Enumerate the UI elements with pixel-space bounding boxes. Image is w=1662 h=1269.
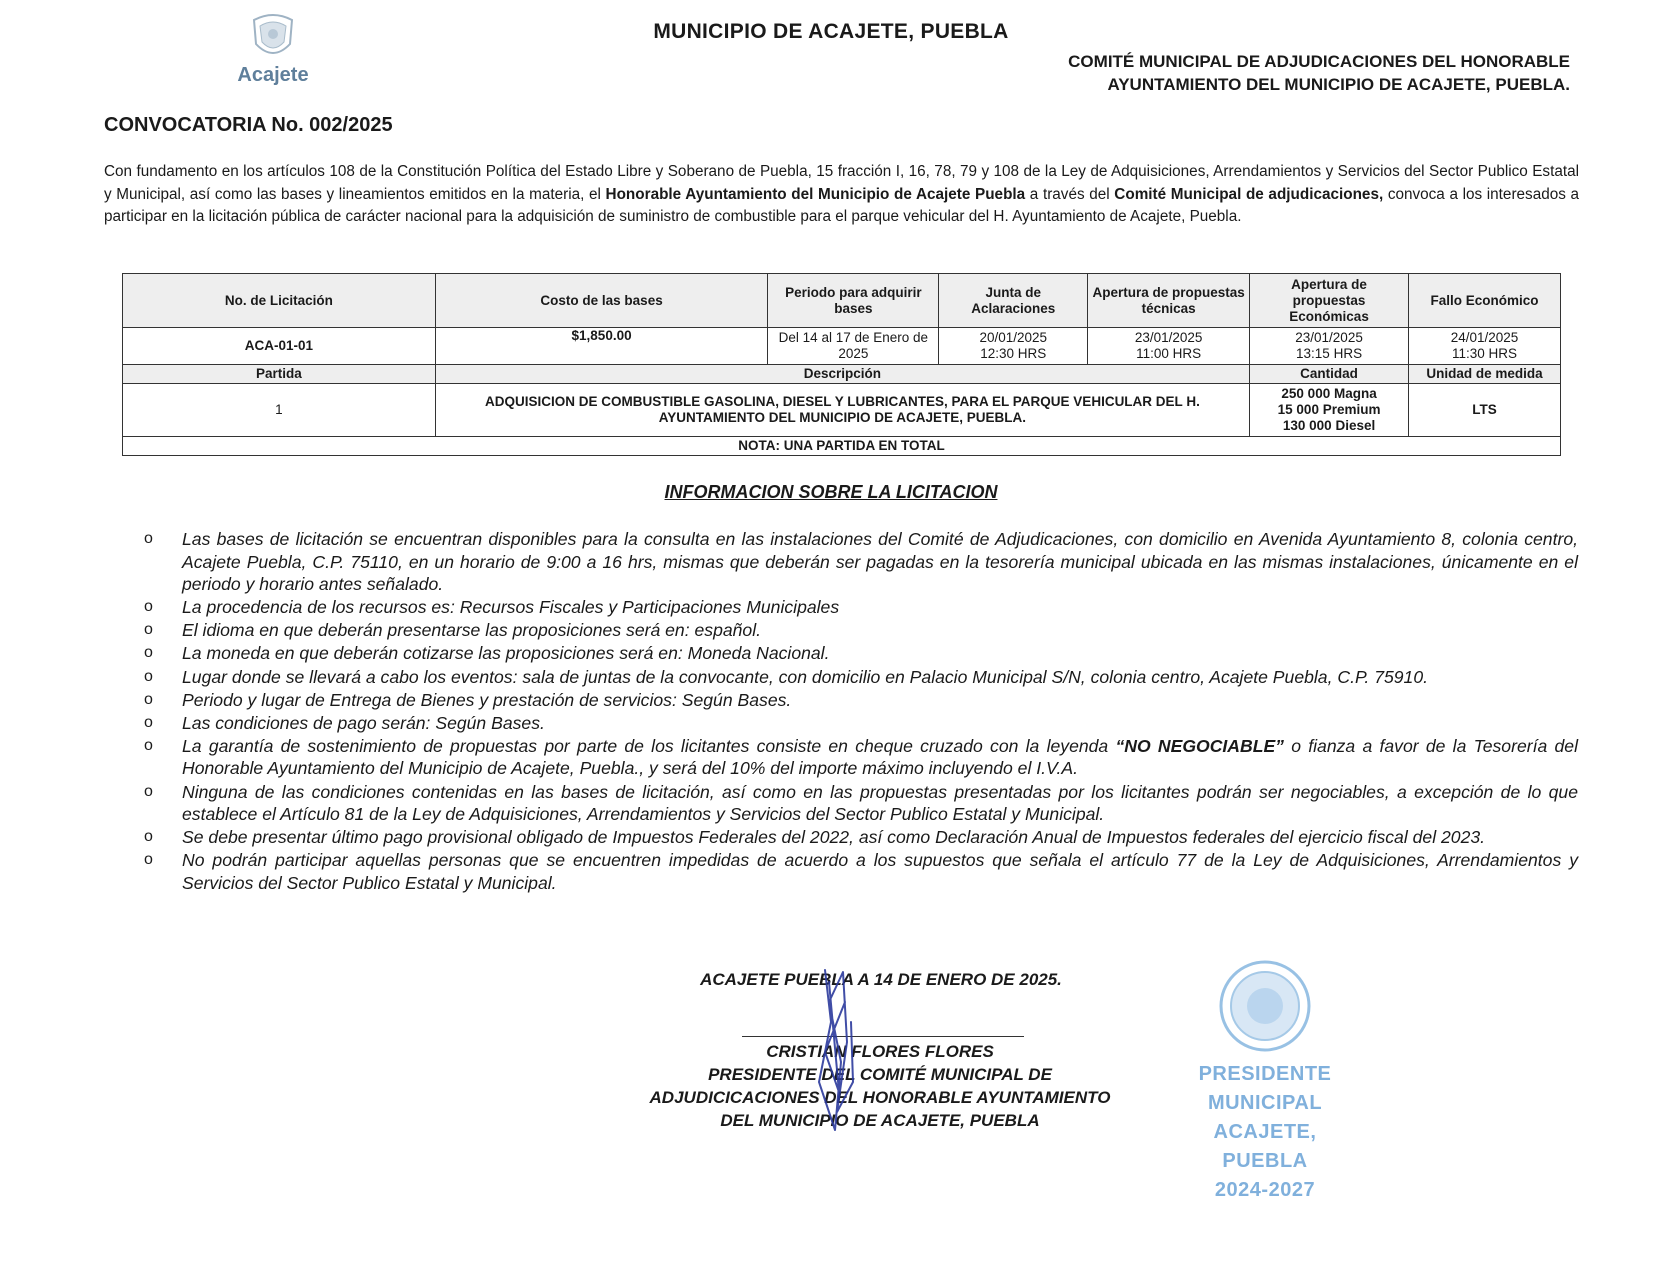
list-item: o No podrán participar aquellas personas que se encuentren impedidas de acuerdo a los supuestos que señala el artículo 77 de la Ley de Adquisiciones, Arrendamientos y Servicios del Sector Publico Estatal y Municipal. (140, 849, 1578, 894)
municipality-title: MUNICIPIO DE ACAJETE, PUEBLA (653, 20, 1009, 43)
info-list (140, 528, 1578, 895)
cantidad-diesel: 130 000 Diesel (1282, 418, 1376, 433)
header-costo: Costo de las bases (435, 274, 768, 328)
signer-title-1: PRESIDENTE DEL COMITÉ MUNICIPAL DE (708, 1065, 1052, 1084)
committee-title (850, 50, 1570, 96)
stamp-line: ACAJETE, (1213, 1121, 1317, 1143)
list-item-garantia (140, 735, 1578, 780)
header-tecnicas: Apertura de propuestas técnicas (1088, 274, 1250, 328)
cell-licitacion: ACA-01-01 (123, 328, 436, 365)
list-item: o El idioma en que deberán presentarse las proposiciones será en: español. (140, 619, 1578, 642)
cell-partida: 1 (123, 384, 436, 437)
signature-block (580, 1040, 1180, 1132)
logo-text: Acajete (237, 64, 309, 86)
intro-text-3: convoca a los interesados a participar en la licitación pública de carácter nacional para la adquisición de suministro de combustible para el parque vehicular del H. Ayuntamiento de Acajete, Puebla. (104, 185, 1580, 225)
list-item: o Periodo y lugar de Entrega de Bienes y prestación de servicios: Según Bases. (140, 689, 1578, 712)
committee-title-line2: AYUNTAMIENTO DEL MUNICIPIO DE ACAJETE, PUEBLA. (1107, 75, 1570, 94)
intro-bold-2: Comité Municipal de adjudicaciones, (1114, 185, 1384, 203)
info-section-title: INFORMACION SOBRE LA LICITACION (664, 482, 998, 502)
header-economicas: Apertura de propuestas Económicas (1250, 274, 1409, 328)
cantidad-magna: 250 000 Magna (1281, 386, 1377, 401)
list-item: o Ninguna de las condiciones contenidas en las bases de licitación, así como en las propuestas presentadas por los licitantes podrán ser negociables, a excepción de lo que establece el Artículo 81 de la Ley de Adquisiciones, Arrendamientos y Servicios del Sector Publico Estatal y Municipal. (140, 781, 1578, 826)
official-stamp (1185, 958, 1345, 1205)
intro-paragraph (104, 161, 1579, 229)
stamp-emblem-icon (1217, 958, 1313, 1054)
stamp-line: 2024-2027 (1214, 1179, 1316, 1201)
cell-fallo (1409, 328, 1561, 365)
cell-tecnicas (1088, 328, 1250, 365)
signer-title-3: DEL MUNICIPIO DE ACAJETE, PUEBLA (720, 1111, 1040, 1130)
list-item: o Lugar donde se llevará a cabo los eventos: sala de juntas de la convocante, con domicilio en Palacio Municipal S/N, colonia centro, Acajete Puebla, C.P. 75910. (140, 666, 1578, 689)
header-cantidad: Cantidad (1250, 365, 1409, 384)
intro-text-1: Con fundamento en los artículos 108 de la Constitución Política del Estado Libre y Soberano de Puebla, 15 fracción I, 16, 78, 79 y 108 de la Ley de Adquisiciones, Arrendamientos y Servicios del Sector Publico Estatal y Municipal, así como las bases y lineamientos emitidos en la materia, el (104, 163, 1579, 203)
stamp-line: PUEBLA (1222, 1150, 1308, 1172)
garantia-bold: “NO NEGOCIABLE” (1115, 735, 1284, 756)
list-item: o Las condiciones de pago serán: Según Bases. (140, 712, 1578, 735)
handwritten-signature (795, 962, 875, 1137)
cantidad-premium: 15 000 Premium (1277, 402, 1381, 417)
intro-bold-1: Honorable Ayuntamiento del Municipio de Acajete Puebla (605, 185, 1026, 203)
cell-descripcion: ADQUISICION DE COMBUSTIBLE GASOLINA, DIESEL Y LUBRICANTES, PARA EL PARQUE VEHICULAR DEL H. AYUNTAMIENTO DEL MUNICIPIO DE ACAJETE, PUEBLA. (435, 384, 1249, 437)
stamp-line: MUNICIPAL (1207, 1092, 1323, 1114)
cell-junta (939, 328, 1088, 365)
signer-name: CRISTIAN FLORES FLORES (766, 1042, 994, 1061)
fallo-hora: 11:30 HRS (1451, 346, 1518, 361)
tecnicas-fecha: 23/01/2025 (1134, 330, 1203, 345)
header-licitacion: No. de Licitación (123, 274, 436, 328)
header-fallo: Fallo Económico (1409, 274, 1561, 328)
signer-title-2: ADJUDICICACIONES DEL HONORABLE AYUNTAMIENTO (649, 1088, 1111, 1107)
cell-unidad: LTS (1409, 384, 1561, 437)
cell-economicas (1250, 328, 1409, 365)
list-item: o La procedencia de los recursos es: Recursos Fiscales y Participaciones Municipales (140, 596, 1578, 619)
convocatoria-number: CONVOCATORIA No. 002/2025 (104, 114, 393, 136)
committee-title-line1: COMITÉ MUNICIPAL DE ADJUDICACIONES DEL HONORABLE (1068, 52, 1570, 71)
cell-cantidad (1250, 384, 1409, 437)
document-date: ACAJETE PUEBLA A 14 DE ENERO DE 2025. (700, 970, 1062, 989)
cell-periodo: Del 14 al 17 de Enero de 2025 (768, 328, 939, 365)
list-item: o Las bases de licitación se encuentran disponibles para la consulta en las instalaciones del Comité de Adjudicaciones, con domicilio en Avenida Ayuntamiento 8, colonia centro, Acajete Puebla, C.P. 75110, en un horario de 9:00 a 16 hrs, mismas que deberán ser pagadas en la tesorería municipal ubicada en las mismas instalaciones, únicamente en el periodo y horario antes señalado. (140, 528, 1578, 596)
header-periodo: Periodo para adquirir bases (768, 274, 939, 328)
cell-costo: $1,850.00 (435, 328, 768, 365)
list-item: o Se debe presentar último pago provisional obligado de Impuestos Federales del 2022, así como Declaración Anual de Impuestos federales del ejercicio fiscal del 2023. (140, 826, 1578, 849)
header-descripcion: Descripción (435, 365, 1249, 384)
licitacion-table (122, 273, 1561, 456)
economicas-hora: 13:15 HRS (1296, 346, 1363, 361)
junta-fecha: 20/01/2025 (979, 330, 1048, 345)
header-junta: Junta de Aclaraciones (939, 274, 1088, 328)
header-unidad: Unidad de medida (1409, 365, 1561, 384)
cell-nota: NOTA: UNA PARTIDA EN TOTAL (123, 437, 1561, 456)
junta-hora: 12:30 HRS (980, 346, 1047, 361)
header-partida: Partida (123, 365, 436, 384)
garantia-text-1: La garantía de sostenimiento de propuestas por parte de los licitantes consiste en cheque cruzado con la leyenda (182, 735, 1116, 756)
signature-line (742, 1036, 1024, 1037)
list-item: o La moneda en que deberán cotizarse las proposiciones será en: Moneda Nacional. (140, 642, 1578, 665)
stamp-text (1185, 1060, 1345, 1205)
garantia-text-2: o fianza a favor de la Tesorería del Honorable Ayuntamiento del Municipio de Acajete, Puebla., y será del 10% del importe máximo incluyendo el I.V.A. (182, 735, 1578, 779)
fallo-fecha: 24/01/2025 (1450, 330, 1519, 345)
tecnicas-hora: 11:00 HRS (1136, 346, 1202, 361)
stamp-line: PRESIDENTE (1198, 1063, 1332, 1085)
economicas-fecha: 23/01/2025 (1295, 330, 1363, 345)
intro-text-2: a través del (1025, 185, 1115, 203)
